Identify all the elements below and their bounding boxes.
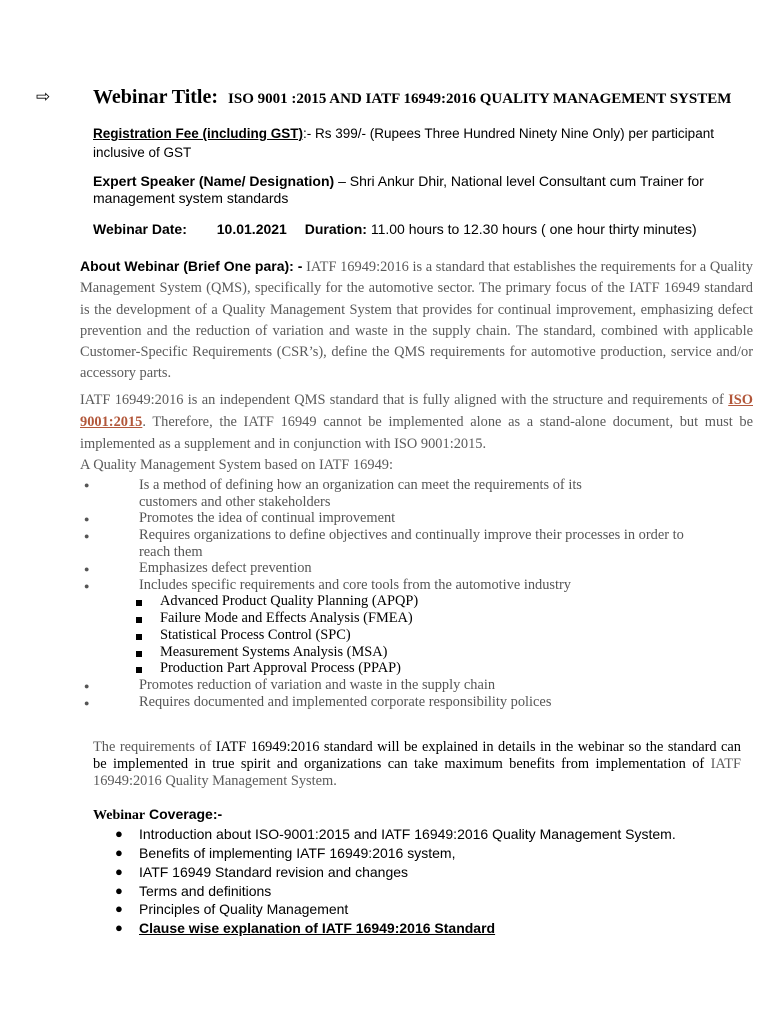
bullet-dot-icon: ● — [84, 681, 90, 691]
core-tool-item: Measurement Systems Analysis (MSA) — [160, 644, 388, 660]
list-item: Includes specific requirements and core tools from the automotive industry — [139, 577, 571, 593]
bullet-dot-icon: ● — [115, 920, 123, 935]
bullet-dot-icon: ● — [115, 826, 123, 841]
bullet-dot-icon: ● — [84, 514, 90, 524]
registration-label: Registration Fee (including GST) — [93, 126, 304, 141]
list-item: Emphasizes defect prevention — [139, 560, 312, 576]
square-bullet-icon — [136, 600, 142, 606]
speaker-text: – Shri Ankur Dhir, National level Consultant cum Trainer for management system standards — [93, 173, 704, 206]
bullet-dot-icon: ● — [115, 864, 123, 879]
core-tool-item: Advanced Product Quality Planning (APQP) — [160, 593, 419, 609]
qms-intro: A Quality Management System based on IATF 16949: — [80, 457, 393, 473]
bullet-dot-icon: ● — [84, 698, 90, 708]
speaker-label: Expert Speaker (Name/ Designation) — [93, 173, 335, 189]
square-bullet-icon — [136, 651, 142, 657]
registration-text: :- Rs 399/- (Rupees Three Hundred Ninety Nine Only) per participant inclusive of GST — [93, 126, 714, 160]
core-tool-item: Production Part Approval Process (PPAP) — [160, 660, 401, 676]
duration-value: 11.00 hours to 12.30 hours ( one hour thirty minutes) — [370, 221, 697, 237]
about-webinar — [80, 256, 753, 385]
list-item: Requires documented and implemented corporate responsibility polices — [139, 694, 552, 710]
square-bullet-icon — [136, 617, 142, 623]
coverage-heading-word: Webinar — [93, 808, 146, 823]
iso-text-before: IATF 16949:2016 is an independent QMS standard that is fully aligned with the structure and requirements of — [80, 392, 729, 408]
req-text-3: IATF 16949:2016 Quality Management System. — [93, 756, 741, 789]
coverage-item: IATF 16949 Standard revision and changes — [139, 864, 409, 880]
coverage-item: Benefits of implementing IATF 16949:2016 system, — [139, 845, 456, 861]
coverage-heading-rest: Coverage:- — [145, 806, 223, 822]
title-label: Webinar Title: — [93, 86, 219, 108]
square-bullet-icon — [136, 634, 142, 640]
list-item: Promotes the idea of continual improvement — [139, 510, 396, 526]
bullet-dot-icon: ● — [115, 883, 123, 898]
webinar-date-row — [93, 221, 697, 237]
coverage-item: Principles of Quality Management — [139, 901, 349, 917]
list-item: Is a method of defining how an organization can meet the requirements of its customers and other stakeholders — [139, 477, 582, 510]
webinar-title — [93, 86, 731, 109]
coverage-item-clause-explanation: Clause wise explanation of IATF 16949:2016 Standard — [139, 920, 496, 936]
coverage-heading — [93, 806, 222, 824]
list-item: Requires organizations to define objectives and continually improve their processes in order to reach them — [139, 527, 684, 560]
arrow-icon: ⇨ — [36, 87, 51, 106]
bullet-dot-icon: ● — [84, 564, 90, 574]
date-value: 10.01.2021 — [216, 221, 287, 237]
about-label: About Webinar (Brief One para): - — [80, 258, 303, 274]
iso-paragraph — [80, 389, 753, 455]
registration-fee — [93, 124, 748, 162]
about-text: IATF 16949:2016 is a standard that establishes the requirements for a Quality Management System (QMS), specifically for the automotive sector. The primary focus of the IATF 16949 standard is the development of a Quality Management System that provides for continual improvement, emphasizing defect prevention and the reduction of variation and waste in the supply chain. The standard, combined with applicable Customer-Specific Requirements (CSR’s), define the QMS requirements for automotive production, service and/or accessory parts. — [80, 259, 753, 382]
coverage-item: Terms and definitions — [139, 883, 272, 899]
iso-text-after: . Therefore, the IATF 16949 cannot be implemented alone as a stand-alone document, but must be implemented as a supplement and in conjunction with ISO 9001:2015. — [80, 414, 753, 452]
coverage-item: Introduction about ISO-9001:2015 and IATF 16949:2016 Quality Management System. — [139, 826, 676, 842]
bullet-dot-icon: ● — [84, 581, 90, 591]
duration-label: Duration: — [304, 221, 367, 237]
bullet-dot-icon: ● — [84, 480, 90, 490]
bullet-dot-icon: ● — [115, 901, 123, 916]
bullet-dot-icon: ● — [84, 531, 90, 541]
expert-speaker — [93, 173, 748, 207]
title-text: ISO 9001 :2015 AND IATF 16949:2016 QUALITY MANAGEMENT SYSTEM — [228, 91, 732, 107]
core-tool-item: Failure Mode and Effects Analysis (FMEA) — [160, 610, 413, 626]
req-text-1: The requirements of — [93, 739, 216, 755]
bullet-dot-icon: ● — [115, 845, 123, 860]
core-tool-item: Statistical Process Control (SPC) — [160, 627, 351, 643]
square-bullet-icon — [136, 667, 142, 673]
iso-9001-link[interactable]: ISO 9001:2015 — [80, 392, 753, 430]
req-text-2: IATF 16949:2016 standard will be explained in details in the webinar so the standard can be implemented in true spirit and organizations can take maximum benefits from implementation of — [93, 739, 741, 772]
requirements-paragraph — [93, 739, 741, 790]
date-label: Webinar Date: — [93, 221, 187, 237]
list-item: Promotes reduction of variation and waste in the supply chain — [139, 677, 496, 693]
